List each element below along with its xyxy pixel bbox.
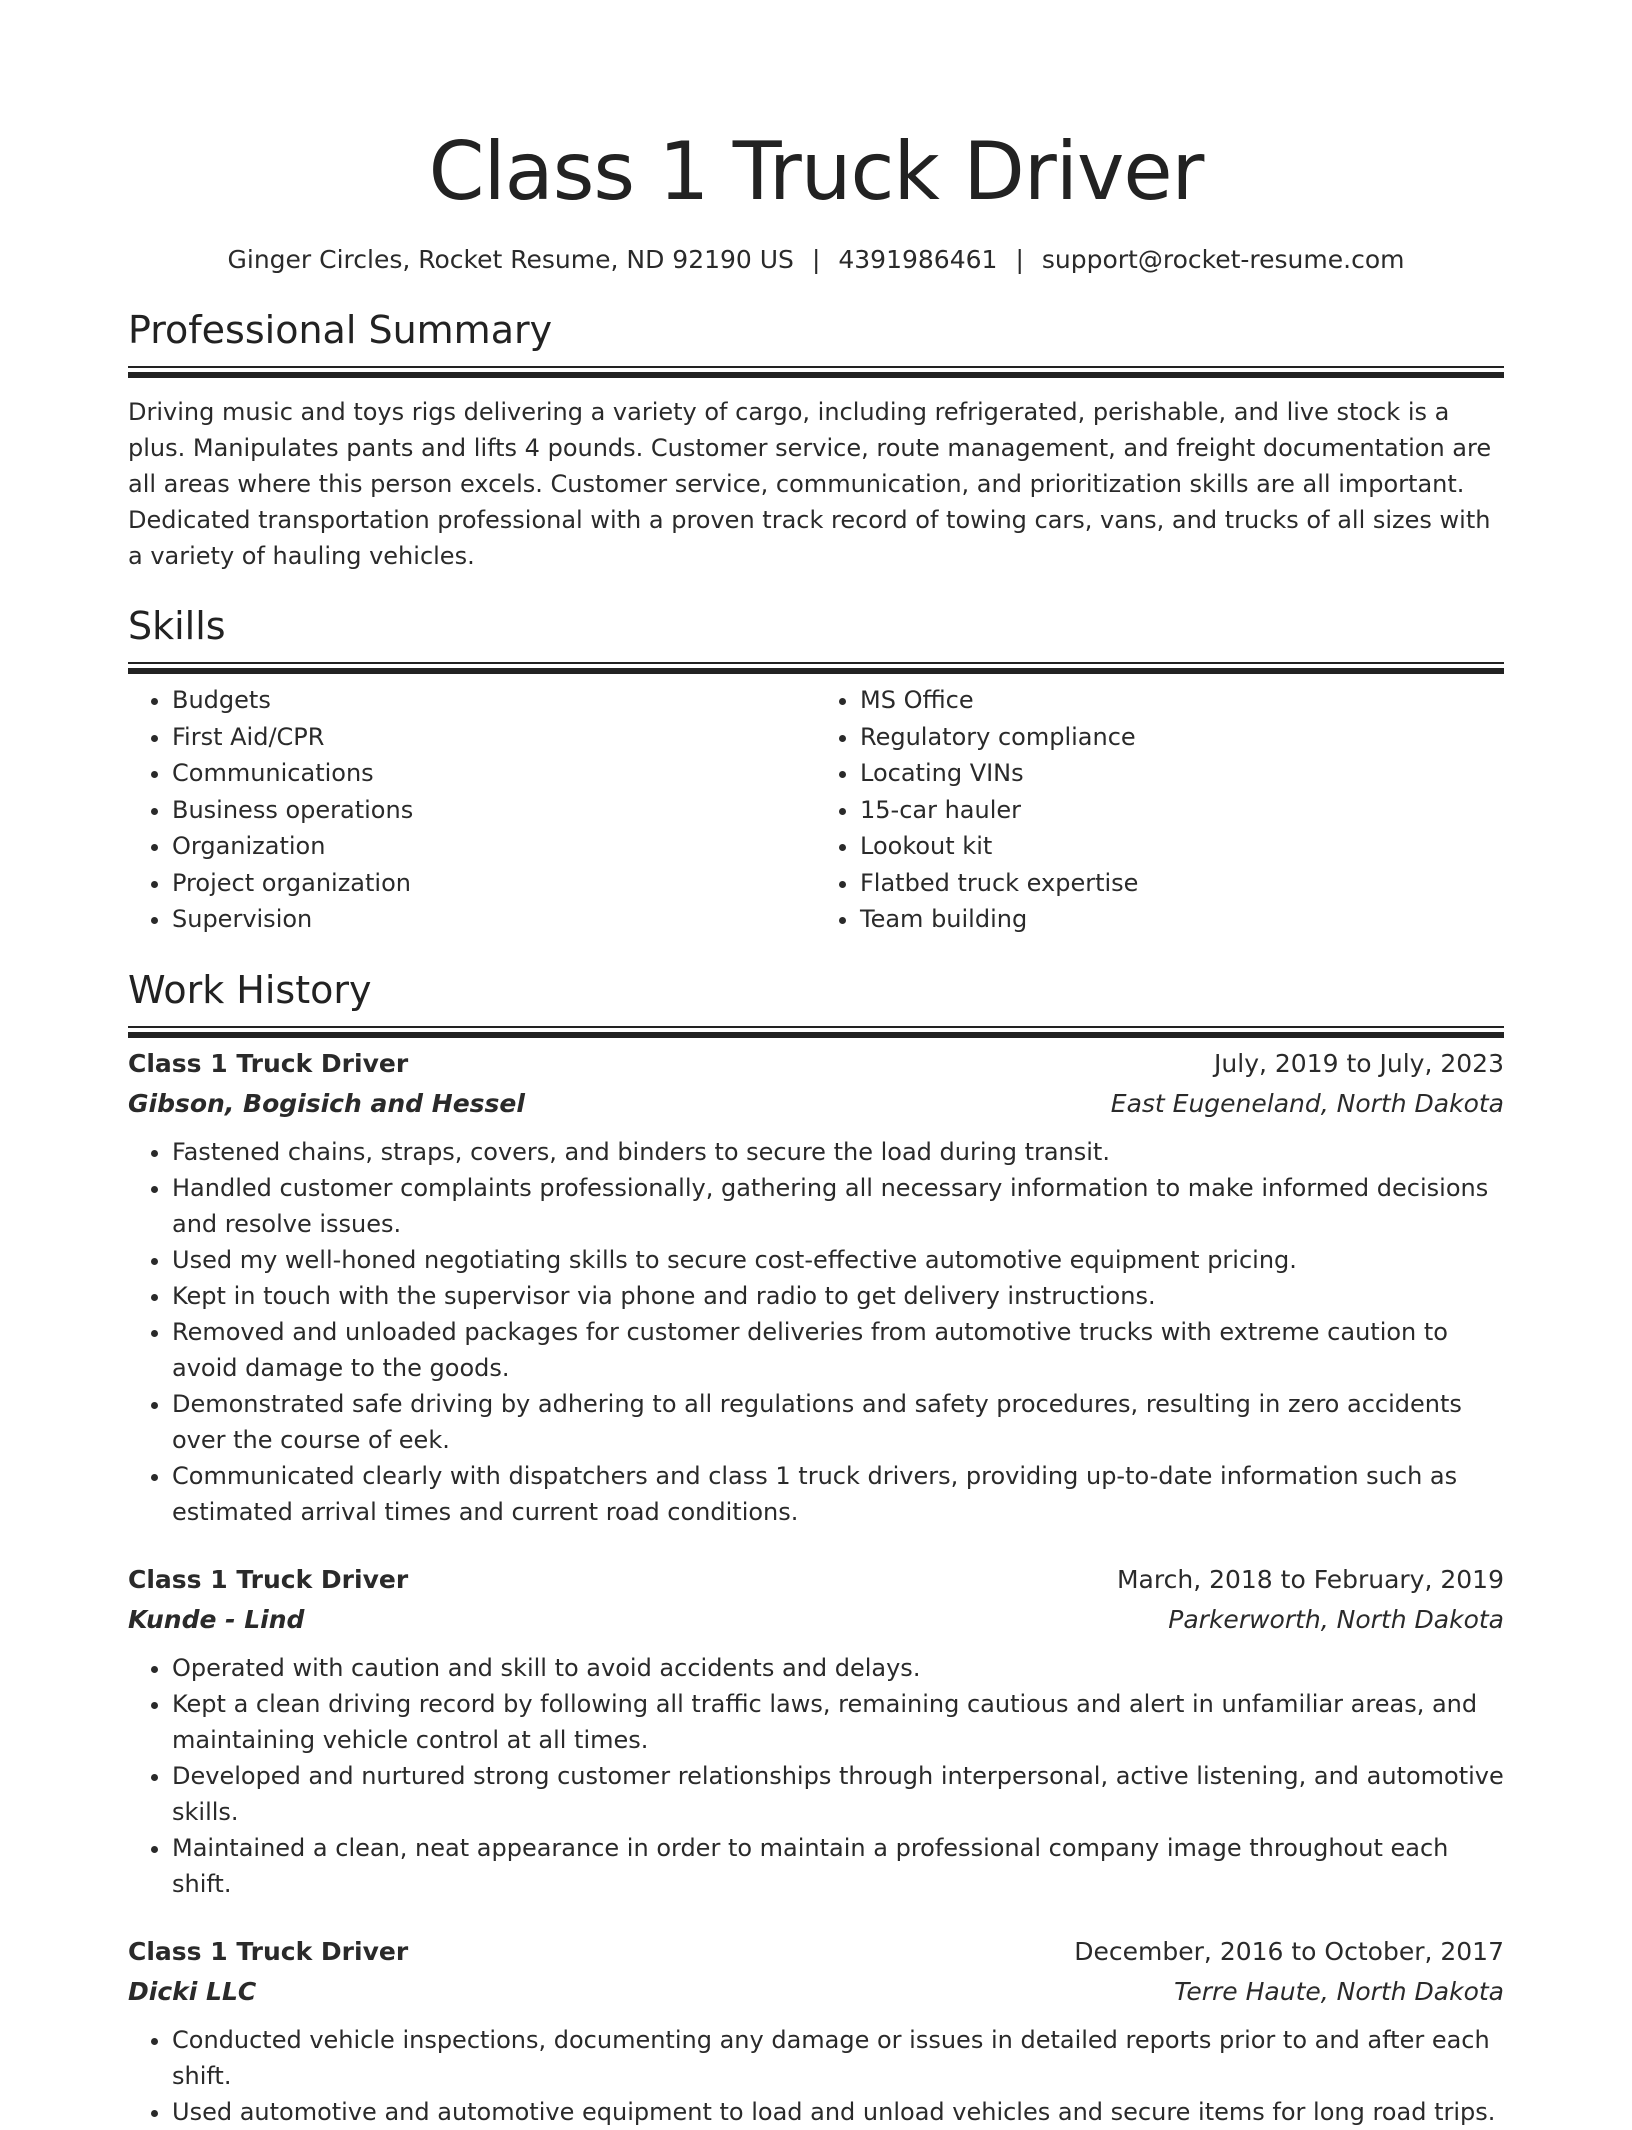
job-title: Class 1 Truck Driver	[128, 1564, 409, 1594]
skill-item: • Team building	[860, 901, 1504, 938]
skill-item: • 15-car hauler	[860, 792, 1504, 829]
section-title-skills: Skills	[128, 604, 226, 648]
job-bullet: • Communicated clearly with dispatchers and class 1 truck drivers, providing up-to-date information such as estimated arrival times and current road conditions.	[172, 1458, 1504, 1530]
job-bullet-list	[128, 2022, 1504, 2130]
job-bullet: • Kept in touch with the supervisor via phone and radio to get delivery instructions.	[172, 1278, 1504, 1314]
job-title: Class 1 Truck Driver	[128, 1936, 409, 1966]
job-dates: December, 2016 to October, 2017	[1074, 1936, 1504, 1966]
job-bullet-list	[128, 1650, 1504, 1902]
skill-item: • Business operations	[172, 792, 816, 829]
job-dates: March, 2018 to February, 2019	[1116, 1564, 1504, 1594]
job-company: Gibson, Bogisich and Hessel	[128, 1088, 525, 1118]
job-company-row	[128, 1972, 1504, 2012]
job-bullet: • Operated with caution and skill to avoid accidents and delays.	[172, 1650, 1504, 1686]
work-history-section	[128, 966, 1504, 2130]
summary-text: Driving music and toys rigs delivering a variety of cargo, including refrigerated, perishable, and live stock is a plus. Manipulates pants and lifts 4 pounds. Customer service, route management, and freight documentation are all areas where this person excels. Customer service, communication, and prioritization skills are all important. Dedicated transportation professional with a proven track record of towing cars, vans, and trucks of all sizes with a variety of hauling vehicles.	[128, 398, 1492, 570]
job-bullet: • Kept a clean driving record by following all traffic laws, remaining cautious and alert in unfamiliar areas, and maintaining vehicle control at all times.	[172, 1686, 1504, 1758]
section-title-work-history: Work History	[128, 967, 372, 1012]
skill-item: • Organization	[172, 828, 816, 865]
job-bullet: • Handled customer complaints professionally, gathering all necessary information to make informed decisions and resolve issues.	[172, 1170, 1504, 1242]
job-bullet: • Demonstrated safe driving by adhering to all regulations and safety procedures, resulting in zero accidents over the course of eek.	[172, 1386, 1504, 1458]
job-bullet: • Developed and nurtured strong customer relationships through interpersonal, active listening, and automotive skills.	[172, 1758, 1504, 1830]
job-bullet: • Removed and unloaded packages for customer deliveries from automotive trucks with extreme caution to avoid damage to the goods.	[172, 1314, 1504, 1386]
skills-column-left	[128, 682, 816, 938]
job-company: Dicki LLC	[128, 1976, 257, 2006]
job-entry	[128, 1560, 1504, 1902]
summary-section	[128, 306, 1504, 574]
contact-address: Ginger Circles, Rocket Resume, ND 92190 US	[227, 245, 794, 274]
contact-phone: 4391986461	[838, 245, 998, 274]
skill-item: • First Aid/CPR	[172, 719, 816, 756]
section-divider	[128, 1026, 1504, 1028]
job-bullet-list	[128, 1134, 1504, 1530]
contact-separator: |	[811, 245, 821, 274]
section-title-summary: Professional Summary	[128, 308, 553, 352]
job-header-row	[128, 1560, 1504, 1600]
contact-email: support@rocket-resume.com	[1041, 245, 1405, 274]
job-company: Kunde - Lind	[128, 1604, 305, 1634]
job-location: Parkerworth, North Dakota	[1168, 1604, 1504, 1634]
section-divider	[128, 662, 1504, 664]
skills-section	[128, 602, 1504, 938]
contact-separator: |	[1015, 245, 1024, 274]
skill-item: • Flatbed truck expertise	[860, 865, 1504, 902]
skill-item: • Project organization	[172, 865, 816, 902]
job-company-row	[128, 1084, 1504, 1124]
resume-page	[128, 0, 1504, 2130]
job-entry	[128, 1932, 1504, 2130]
skill-item: • Lookout kit	[860, 828, 1504, 865]
job-location: Terre Haute, North Dakota	[1174, 1976, 1504, 2006]
resume-name: Class 1 Truck Driver	[428, 125, 1204, 218]
skills-grid	[128, 682, 1504, 938]
skill-item: • Communications	[172, 755, 816, 792]
job-dates: July, 2019 to July, 2023	[1214, 1048, 1504, 1078]
job-company-row	[128, 1600, 1504, 1640]
job-bullet: • Maintained a clean, neat appearance in order to maintain a professional company image throughout each shift.	[172, 1830, 1504, 1902]
job-bullet: • Conducted vehicle inspections, documenting any damage or issues in detailed reports prior to and after each shift.	[172, 2022, 1504, 2094]
contact-line	[128, 244, 1504, 276]
job-bullet: • Fastened chains, straps, covers, and binders to secure the load during transit.	[172, 1134, 1504, 1170]
skills-column-right	[816, 682, 1504, 938]
job-header-row	[128, 1932, 1504, 1972]
job-bullet: • Used automotive and automotive equipment to load and unload vehicles and secure items for long road trips.	[172, 2094, 1504, 2130]
skill-item: • Locating VINs	[860, 755, 1504, 792]
job-bullet: • Used my well-honed negotiating skills to secure cost-effective automotive equipment pricing.	[172, 1242, 1504, 1278]
skill-item: • Supervision	[172, 901, 816, 938]
job-header-row	[128, 1044, 1504, 1084]
section-divider	[128, 366, 1504, 368]
job-entry	[128, 1044, 1504, 1530]
skill-item: • Budgets	[172, 682, 816, 719]
job-location: East Eugeneland, North Dakota	[1110, 1088, 1504, 1118]
job-title: Class 1 Truck Driver	[128, 1048, 409, 1078]
skill-item: • MS Office	[860, 682, 1504, 719]
skill-item: • Regulatory compliance	[860, 719, 1504, 756]
